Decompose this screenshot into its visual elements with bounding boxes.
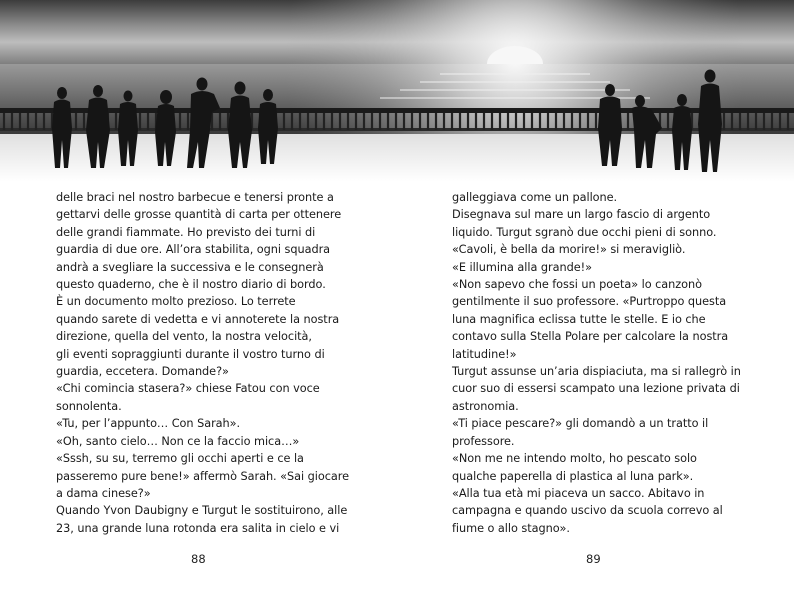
text-line: professore. xyxy=(452,434,515,448)
page-number-left: 88 xyxy=(191,552,206,566)
text-line: a dama cinese?» xyxy=(56,486,151,500)
text-line: contavo sulla Stella Polare per calcolare la nostra xyxy=(452,330,729,344)
text-line: cuor suo di essersi scampato una lezione privata di xyxy=(452,382,740,396)
text-line: «Alla tua età mi piaceva un sacco. Abitavo in xyxy=(452,486,705,500)
text-line: Disegnava sul mare un largo fascio di argento xyxy=(452,208,711,222)
text-line: sonnolenta. xyxy=(56,399,122,413)
text-line: «E illumina alla grande!» xyxy=(452,260,592,274)
text-line: direzione, quella del vento, la nostra velocità, xyxy=(56,330,312,344)
text-line: Quando Yvon Daubigny e Turgut le sostituirono, alle xyxy=(56,504,348,518)
text-line: liquido. Turgut sgranò due occhi pieni di sonno. xyxy=(452,225,717,239)
text-line: «Chi comincia stasera?» chiese Fatou con voce xyxy=(56,382,320,396)
text-line: delle grandi fiammate. Ho previsto dei turni di xyxy=(56,225,316,239)
right-page-text xyxy=(452,189,764,537)
seascape-illustration xyxy=(0,0,794,182)
text-line: «Tu, per l’appunto… Con Sarah». xyxy=(56,417,241,431)
text-line: gentilmente il suo professore. «Purtroppo questa xyxy=(452,295,727,309)
text-line: astronomia. xyxy=(452,399,519,413)
text-line: 23, una grande luna rotonda era salita in cielo e vi xyxy=(56,521,340,535)
text-line: latitudine!» xyxy=(452,347,517,361)
text-line: «Ti piace pescare?» gli domandò a un tratto il xyxy=(452,417,709,431)
text-line: È un documento molto prezioso. Lo terrete xyxy=(56,295,296,309)
text-line: «Non me ne intendo molto, ho pescato solo xyxy=(452,452,697,466)
text-line: passeremo pure bene!» affermò Sarah. «Sai giocare xyxy=(56,469,349,483)
page-number-right: 89 xyxy=(586,552,601,566)
text-line: campagna e quando uscivo da scuola correvo al xyxy=(452,504,723,518)
text-line: Turgut assunse un’aria dispiaciuta, ma si rallegrò in xyxy=(452,365,741,379)
text-line: delle braci nel nostro barbecue e tenersi pronte a xyxy=(56,191,334,204)
text-line: «Oh, santo cielo… Non ce la faccio mica…» xyxy=(56,434,300,448)
text-line: galleggiava come un pallone. xyxy=(452,191,618,204)
left-page-text xyxy=(56,189,356,537)
text-line: questo quaderno, che è il nostro diario di bordo. xyxy=(56,278,326,292)
text-line: «Non sapevo che fossi un poeta» lo canzonò xyxy=(452,278,702,292)
text-line: guardia, eccetera. Domande?» xyxy=(56,365,229,379)
text-line: luna magnifica eclissa tutte le stelle. E io che xyxy=(452,312,706,326)
text-line: andrà a svegliare la successiva e le consegnerà xyxy=(56,260,324,274)
text-line: «Sssh, su su, terremo gli occhi aperti e ce la xyxy=(56,452,304,466)
text-line: «Cavoli, è bella da morire!» si meravigliò. xyxy=(452,243,686,257)
text-line: gli eventi sopraggiunti durante il vostro turno di xyxy=(56,347,325,361)
text-line: gettarvi delle grosse quantità di carta per ottenere xyxy=(56,208,342,222)
text-line: guardia di due ore. All’ora stabilita, ogni squadra xyxy=(56,243,331,257)
text-line: qualche paperella di plastica al luna park». xyxy=(452,469,694,483)
text-line: fiume o allo stagno». xyxy=(452,521,570,535)
text-line: quando sarete di vedetta e vi annoterete la nostra xyxy=(56,312,340,326)
